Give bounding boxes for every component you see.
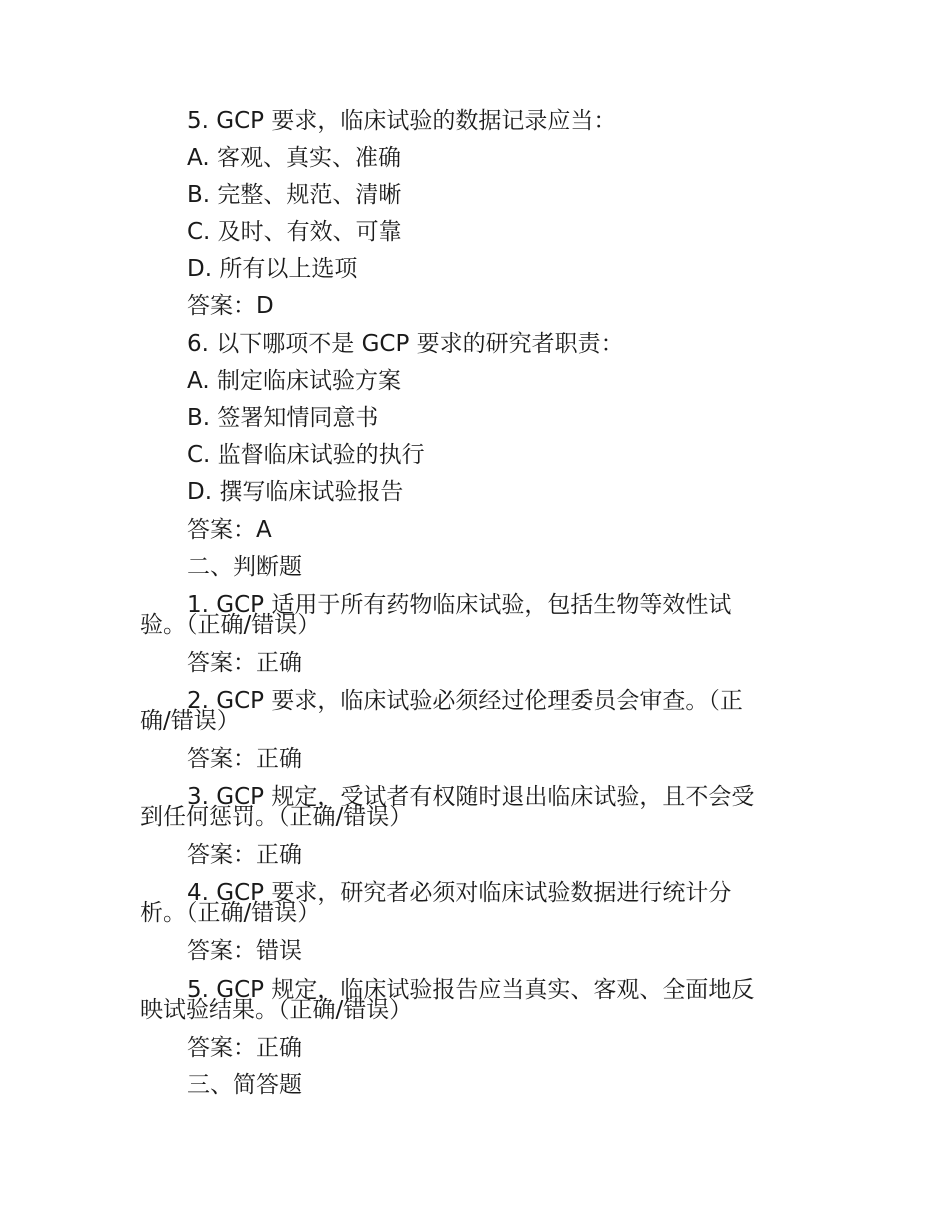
tf-question-1-line2: 验。（正确/错误） bbox=[140, 612, 321, 638]
question-6-answer: 答案：A bbox=[187, 517, 272, 543]
question-5-option-d: D. 所有以上选项 bbox=[187, 256, 358, 282]
tf-question-5-line1: 5. GCP 规定，临床试验报告应当真实、客观、全面地反 bbox=[187, 977, 755, 1003]
question-6-text: 6. 以下哪项不是 GCP 要求的研究者职责： bbox=[187, 331, 624, 357]
question-5-option-b: B. 完整、规范、清晰 bbox=[187, 182, 402, 208]
section-heading-true-false: 二、判断题 bbox=[187, 554, 302, 580]
tf-question-5-answer: 答案：正确 bbox=[187, 1035, 302, 1061]
tf-question-1-line1: 1. GCP 适用于所有药物临床试验，包括生物等效性试 bbox=[187, 592, 732, 618]
question-5-option-a: A. 客观、真实、准确 bbox=[187, 145, 401, 171]
tf-question-4-answer: 答案：错误 bbox=[187, 938, 302, 964]
tf-question-4-line1: 4. GCP 要求，研究者必须对临床试验数据进行统计分 bbox=[187, 880, 732, 906]
tf-question-4-line2: 析。（正确/错误） bbox=[140, 900, 321, 926]
tf-question-2-answer: 答案：正确 bbox=[187, 746, 302, 772]
tf-question-2-line1: 2. GCP 要求，临床试验必须经过伦理委员会审查。（正 bbox=[187, 688, 743, 714]
tf-question-2-line2: 确/错误） bbox=[140, 708, 240, 734]
tf-question-1-answer: 答案：正确 bbox=[187, 650, 302, 676]
question-5-text: 5. GCP 要求，临床试验的数据记录应当： bbox=[187, 108, 617, 134]
tf-question-3-line1: 3. GCP 规定，受试者有权随时退出临床试验，且不会受 bbox=[187, 784, 755, 810]
question-6-option-a: A. 制定临床试验方案 bbox=[187, 368, 401, 394]
question-5-option-c: C. 及时、有效、可靠 bbox=[187, 219, 402, 245]
tf-question-5-line2: 映试验结果。（正确/错误） bbox=[140, 997, 413, 1023]
question-6-option-d: D. 撰写临床试验报告 bbox=[187, 479, 404, 505]
question-6-option-c: C. 监督临床试验的执行 bbox=[187, 442, 425, 468]
question-6-option-b: B. 签署知情同意书 bbox=[187, 405, 379, 431]
question-5-answer: 答案：D bbox=[187, 293, 274, 319]
tf-question-3-answer: 答案：正确 bbox=[187, 842, 302, 868]
section-heading-short-answer: 三、简答题 bbox=[187, 1072, 302, 1098]
tf-question-3-line2: 到任何惩罚。（正确/错误） bbox=[140, 804, 413, 830]
